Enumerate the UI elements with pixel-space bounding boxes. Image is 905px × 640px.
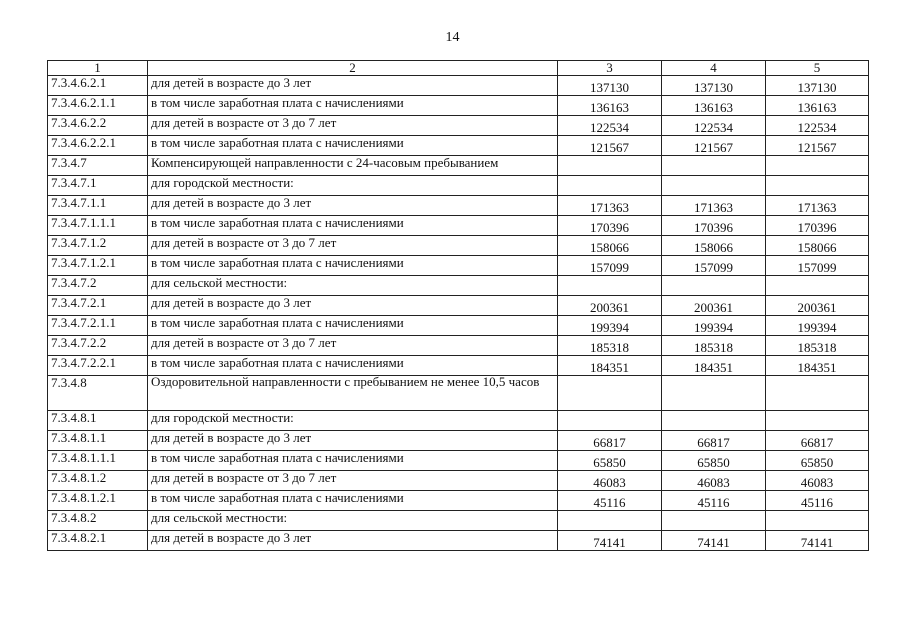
table-row — [48, 491, 869, 511]
cell-value-5: 200361 — [766, 296, 869, 316]
column-header-5: 5 — [766, 61, 869, 76]
cell-code: 7.3.4.7.1.1.1 — [48, 216, 148, 236]
cell-value-5 — [766, 156, 869, 176]
cell-value-5: 199394 — [766, 316, 869, 336]
table-row — [48, 196, 869, 216]
table-row — [48, 256, 869, 276]
table-row — [48, 136, 869, 156]
cell-code: 7.3.4.8.1.2 — [48, 471, 148, 491]
cell-description: в том числе заработная плата с начислениями — [148, 451, 558, 471]
cell-code: 7.3.4.8.2 — [48, 511, 148, 531]
cell-value-4: 137130 — [662, 76, 766, 96]
cell-value-3: 136163 — [558, 96, 662, 116]
cell-code: 7.3.4.7.2.2.1 — [48, 356, 148, 376]
cell-value-5: 122534 — [766, 116, 869, 136]
cell-value-4: 122534 — [662, 116, 766, 136]
cell-value-5: 136163 — [766, 96, 869, 116]
table-row — [48, 336, 869, 356]
cell-code: 7.3.4.6.2.1 — [48, 76, 148, 96]
cell-value-3: 200361 — [558, 296, 662, 316]
cell-description: для городской местности: — [148, 411, 558, 431]
cell-value-5: 121567 — [766, 136, 869, 156]
cell-value-5: 170396 — [766, 216, 869, 236]
cell-value-4: 74141 — [662, 531, 766, 551]
cell-description: в том числе заработная плата с начислениями — [148, 136, 558, 156]
table-row — [48, 276, 869, 296]
table-row — [48, 76, 869, 96]
cell-value-5: 157099 — [766, 256, 869, 276]
cell-value-3: 199394 — [558, 316, 662, 336]
cell-value-3 — [558, 511, 662, 531]
cell-value-4: 46083 — [662, 471, 766, 491]
cell-value-3: 74141 — [558, 531, 662, 551]
cell-value-4 — [662, 411, 766, 431]
cell-value-3 — [558, 376, 662, 411]
cell-code: 7.3.4.7.1.1 — [48, 196, 148, 216]
cell-value-4 — [662, 511, 766, 531]
cell-description: в том числе заработная плата с начислениями — [148, 491, 558, 511]
cell-value-4: 185318 — [662, 336, 766, 356]
column-header-2: 2 — [148, 61, 558, 76]
cell-description: для детей в возрасте до 3 лет — [148, 431, 558, 451]
cell-code: 7.3.4.8.2.1 — [48, 531, 148, 551]
cell-code: 7.3.4.7.1.2.1 — [48, 256, 148, 276]
cell-code: 7.3.4.7.1.2 — [48, 236, 148, 256]
cell-value-4: 45116 — [662, 491, 766, 511]
cell-value-3 — [558, 276, 662, 296]
cell-value-5 — [766, 176, 869, 196]
cell-value-3 — [558, 411, 662, 431]
cell-value-3: 158066 — [558, 236, 662, 256]
cell-value-3: 121567 — [558, 136, 662, 156]
table-row — [48, 431, 869, 451]
table-row — [48, 96, 869, 116]
cell-description: в том числе заработная плата с начислениями — [148, 356, 558, 376]
page-number: 14 — [445, 30, 460, 45]
cell-value-5: 184351 — [766, 356, 869, 376]
cell-code: 7.3.4.8.1.1.1 — [48, 451, 148, 471]
cell-code: 7.3.4.7.2 — [48, 276, 148, 296]
table-row — [48, 216, 869, 236]
data-table — [47, 60, 869, 551]
cell-value-4: 199394 — [662, 316, 766, 336]
cell-description: для детей в возрасте до 3 лет — [148, 531, 558, 551]
cell-value-5: 65850 — [766, 451, 869, 471]
table-row — [48, 511, 869, 531]
cell-description: в том числе заработная плата с начислениями — [148, 216, 558, 236]
cell-value-5 — [766, 511, 869, 531]
cell-code: 7.3.4.7.2.1.1 — [48, 316, 148, 336]
cell-code: 7.3.4.6.2.1.1 — [48, 96, 148, 116]
column-header-4: 4 — [662, 61, 766, 76]
cell-value-5 — [766, 411, 869, 431]
cell-code: 7.3.4.6.2.2.1 — [48, 136, 148, 156]
cell-value-4: 136163 — [662, 96, 766, 116]
table-row — [48, 316, 869, 336]
table-row — [48, 176, 869, 196]
cell-description: для детей в возрасте от 3 до 7 лет — [148, 471, 558, 491]
cell-value-4: 66817 — [662, 431, 766, 451]
cell-value-3: 171363 — [558, 196, 662, 216]
cell-code: 7.3.4.7.1 — [48, 176, 148, 196]
cell-value-3: 65850 — [558, 451, 662, 471]
cell-value-4 — [662, 376, 766, 411]
cell-value-4 — [662, 176, 766, 196]
table-header-row — [48, 61, 869, 76]
cell-description: для сельской местности: — [148, 511, 558, 531]
cell-description: в том числе заработная плата с начислениями — [148, 256, 558, 276]
cell-description: для сельской местности: — [148, 276, 558, 296]
cell-value-4: 171363 — [662, 196, 766, 216]
cell-value-4: 65850 — [662, 451, 766, 471]
cell-description: для детей в возрасте до 3 лет — [148, 296, 558, 316]
cell-description: в том числе заработная плата с начислениями — [148, 96, 558, 116]
table-row — [48, 356, 869, 376]
table-row — [48, 531, 869, 551]
cell-value-5: 46083 — [766, 471, 869, 491]
table-row — [48, 236, 869, 256]
table-row — [48, 471, 869, 491]
cell-value-5: 66817 — [766, 431, 869, 451]
table-row — [48, 116, 869, 136]
cell-value-4: 170396 — [662, 216, 766, 236]
cell-value-3 — [558, 176, 662, 196]
cell-value-3: 45116 — [558, 491, 662, 511]
cell-value-3: 157099 — [558, 256, 662, 276]
cell-value-3 — [558, 156, 662, 176]
cell-value-5 — [766, 276, 869, 296]
cell-value-3: 170396 — [558, 216, 662, 236]
cell-description: для городской местности: — [148, 176, 558, 196]
cell-value-3: 184351 — [558, 356, 662, 376]
cell-code: 7.3.4.8.1.2.1 — [48, 491, 148, 511]
table-row — [48, 296, 869, 316]
cell-code: 7.3.4.8.1 — [48, 411, 148, 431]
cell-value-3: 137130 — [558, 76, 662, 96]
cell-description: Оздоровительной направленности с пребыванием не менее 10,5 часов — [148, 376, 558, 411]
column-header-3: 3 — [558, 61, 662, 76]
cell-description: для детей в возрасте от 3 до 7 лет — [148, 116, 558, 136]
cell-code: 7.3.4.8 — [48, 376, 148, 411]
cell-value-3: 46083 — [558, 471, 662, 491]
table-row — [48, 156, 869, 176]
cell-value-4: 157099 — [662, 256, 766, 276]
cell-value-4: 121567 — [662, 136, 766, 156]
cell-value-5 — [766, 376, 869, 411]
cell-value-3: 66817 — [558, 431, 662, 451]
cell-value-4: 158066 — [662, 236, 766, 256]
cell-value-5: 45116 — [766, 491, 869, 511]
cell-value-4: 184351 — [662, 356, 766, 376]
cell-value-5: 74141 — [766, 531, 869, 551]
cell-value-4: 200361 — [662, 296, 766, 316]
cell-value-4 — [662, 156, 766, 176]
cell-code: 7.3.4.7 — [48, 156, 148, 176]
cell-code: 7.3.4.8.1.1 — [48, 431, 148, 451]
cell-description: для детей в возрасте от 3 до 7 лет — [148, 336, 558, 356]
cell-description: в том числе заработная плата с начислениями — [148, 316, 558, 336]
cell-value-5: 185318 — [766, 336, 869, 356]
cell-value-5: 137130 — [766, 76, 869, 96]
cell-value-4 — [662, 276, 766, 296]
column-header-1: 1 — [48, 61, 148, 76]
cell-value-5: 171363 — [766, 196, 869, 216]
cell-value-3: 185318 — [558, 336, 662, 356]
table-row — [48, 411, 869, 431]
cell-description: для детей в возрасте до 3 лет — [148, 196, 558, 216]
cell-description: Компенсирующей направленности с 24-часовым пребыванием — [148, 156, 558, 176]
cell-code: 7.3.4.6.2.2 — [48, 116, 148, 136]
table-row — [48, 376, 869, 411]
table-row — [48, 451, 869, 471]
cell-description: для детей в возрасте до 3 лет — [148, 76, 558, 96]
cell-description: для детей в возрасте от 3 до 7 лет — [148, 236, 558, 256]
cell-value-5: 158066 — [766, 236, 869, 256]
cell-code: 7.3.4.7.2.1 — [48, 296, 148, 316]
cell-value-3: 122534 — [558, 116, 662, 136]
cell-code: 7.3.4.7.2.2 — [48, 336, 148, 356]
